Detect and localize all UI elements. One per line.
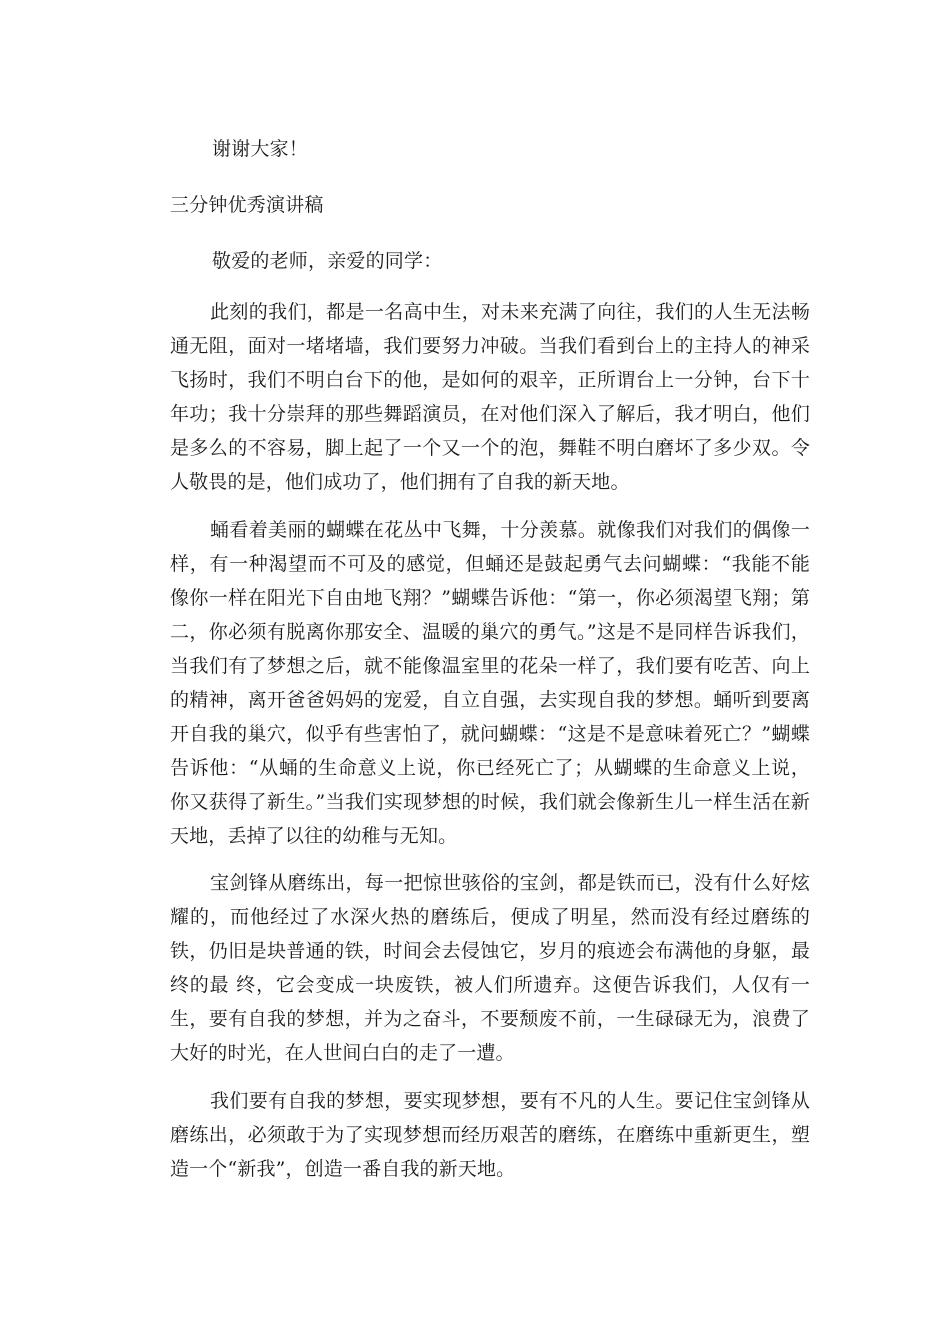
closing-line: 谢谢大家！ xyxy=(212,138,309,160)
speech-title: 三分钟优秀演讲稿 xyxy=(170,194,324,216)
paragraph-1: 此刻的我们，都是一名高中生，对未来充满了向往，我们的人生无法畅通无阻，面对一堵堵墙，我们要努力冲破。当我们看到台上的主持人的神采飞扬时，我们不明白台下的他，是如何的艰辛，正所谓台上一分钟，台下十年功；我十分崇拜的那些舞蹈演员，在对他们深入了解后，我才明白，他们是多么的不容易，脚上起了一个又一个的泡，舞鞋不明白磨坏了多少双。令人敬畏的是，他们成功了，他们拥有了自我的新天地。 xyxy=(170,301,810,493)
salutation: 敬爱的老师，亲爱的同学： xyxy=(212,250,443,272)
paragraph-2: 蛹看着美丽的蝴蝶在花丛中飞舞，十分羡慕。就像我们对我们的偶像一样，有一种渴望而不可及的感觉，但蛹还是鼓起勇气去问蝴蝶：“我能不能像你一样在阳光下自由地飞翔？”蝴蝶告诉他：“第一，你必须渴望飞翔；第二，你必须有脱离你那安全、温暖的巢穴的勇气。”这是不是同样告诉我们，当我们有了梦想之后，就不能像温室里的花朵一样了，我们要有吃苦、向上的精神，离开爸爸妈妈的宠爱，自立自强，去实现自我的梦想。蛹听到要离开自我的巢穴，似乎有些害怕了，就问蝴蝶：“这是不是意味着死亡？”蝴蝶告诉他：“从蛹的生命意义上说，你已经死亡了；从蝴蝶的生命意义上说，你又获得了新生。”当我们实现梦想的时候，我们就会像新生儿一样生活在新天地，丢掉了以往的幼稚与无知。 xyxy=(170,519,810,847)
paragraph-3: 宝剑锋从磨练出，每一把惊世骇俗的宝剑，都是铁而已，没有什么好炫耀的，而他经过了水深火热的磨练后，便成了明星，然而没有经过磨练的铁，仍旧是块普通的铁，时间会去侵蚀它，岁月的痕迹会布满他的身躯，最 终的最 终，它会变成一块废铁，被人们所遗弃。这便告诉我们，人仅有一生，要有自我的梦想，并为之奋斗，不要颓废不前，一生碌碌无为，浪费了大好的时光，在人世间白白的走了一遭。 xyxy=(170,872,810,1064)
paragraph-4: 我们要有自我的梦想，要实现梦想，要有不凡的人生。要记住宝剑锋从磨练出，必须敢于为了实现梦想而经历艰苦的磨练，在磨练中重新更生，塑造一个“新我”，创造一番自我的新天地。 xyxy=(170,1090,810,1180)
